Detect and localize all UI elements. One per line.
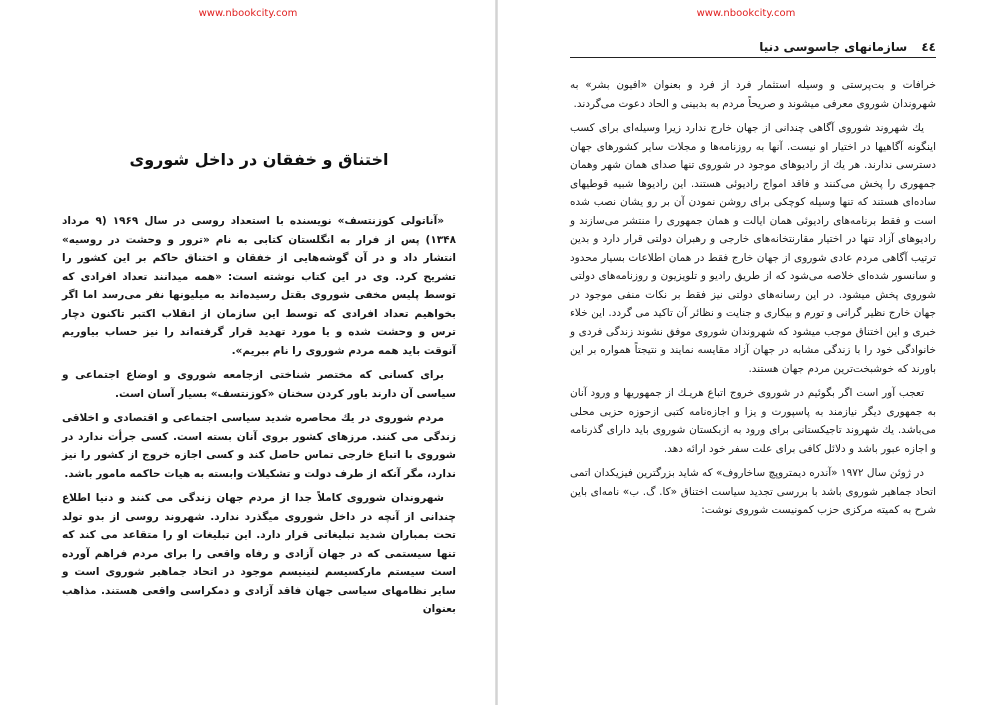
left-page-body [62, 212, 456, 625]
page-number: ٤٤ [921, 40, 936, 54]
right-page-body [570, 76, 936, 526]
running-head [570, 40, 936, 58]
running-head-title: سازمانهای جاسوسی دنیا [759, 40, 908, 54]
paragraph-right-4: در ژوئن سال ۱۹۷۲ «آندره دیمتروپچ ساخاروف» که شاید بزرگترین فیزیکدان اتمی اتحاد جماهیر شوروی باشد با بررسی تجدید سیاست اختناق «کا. گ. ب» نامه‌ای باین شرح به کمیته مرکزی حزب کمونیست شوروی نوشت: [570, 467, 936, 516]
site-url-left[interactable]: www.nbookcity.com [198, 8, 298, 19]
paragraph-left-3: مردم شوروی در یك محاصره شدید سیاسی اجتماعی و اقتصادی و اخلاقی زندگی می کنند. مرزهای کشور بروی آنان بسته است. کسی جرأت ندارد در شوروی با اتباع خارجی تماس حاصل کند و کسی اجازه خروج از کشور را نیز ندارد، مگر آنکه از طرف دولت و تشکیلات وابسته به هیات حاکمه مامور باشد. [62, 412, 456, 480]
paragraph-left-4: شهروندان شوروی کاملاً جدا از مردم جهان زندگی می کنند و دنیا اطلاع چندانی از آنچه در داخل شوروی میگذرد ندارد. شهروند روسی از بدو تولد تحت بمباران شدید تبلیغاتی قرار دارد. این تبلیغات او را متقاعد می کند که تنها سیستمی که در جهان آزادی و رفاه واقعی را برای مردم فراهم آورده است سیستم مارکسیسم لنینیسم موجود در اتحاد جماهیر شوروی است و سایر نظامهای سیاسی جهان فاقد آزادی و دمکراسی واقعی هستند. مذاهب بعنوان [62, 492, 456, 615]
site-url-right[interactable]: www.nbookcity.com [696, 8, 796, 19]
chapter-title: اختناق و خفقان در داخل شوروی [129, 150, 389, 169]
paragraph-right-2: یك شهروند شوروی آگاهی چندانی از جهان خارج ندارد زیرا وسیله‌ای برای کسب اینگونه آگاهیها در اختیار او نیست. آنها به روزنامه‌ها و مجلات سایر کشورهای جهان دسترسی ندارند. هر یك از رادیوهای موجود در شوروی تنها صدای همان شهر وهمان جمهوری را پخش می‌کنند و فاقد امواج رادیوئی هستند. این رادیوها شبیه قوطیهای ساده‌ای هستند که تنها وسیله کوچکی برای روشن نمودن آن بر رو یشان نصب شده است و فقط برنامه‌های رادیوئی همان ایالت و همان جمهوری را منتشر می‌سازند و رادیوهای آزاد تنها در اختیار مقارنتخانه‌های خارجی و رهبران دولتی قرار دارد و بدین ترتیب آگاهی مردم عادی شوروی از جهان خارج فقط در همان اطلاعات بسیار محدود و سانسور شده‌ای خلاصه می‌شود که از طریق رادیو و تلویزیون و روزنامه‌های دولتی شوروی پخش میشود. در این رسانه‌های دولتی نیز فقط بر نکات منفی موجود در جهان خارج نظیر گرانی و تورم و بیکاری و جنایت و نظائر آن تاکید می گردد. این خلاء خبری و این اختناق موجب میشود که شهروندان شوروی موفق نشوند زندگی فردی و خانوادگی خود را با زندگی مشابه در جهان آزاد مقایسه نمایند و نتیجتاً همواره بر این باورند که خوشبخت‌ترین مردم جهان هستند. [570, 122, 936, 375]
left-page [0, 0, 496, 705]
paragraph-right-1: خرافات و بت‌پرستی و وسیله استثمار فرد از فرد و بعنوان «افیون بشر» به شهروندان شوروی معرفی میشوند و صریحاً مردم به بدبینی و الحاد دعوت می‌گردند. [570, 79, 936, 110]
paragraph-right-3: تعجب آور است اگر بگوئیم در شوروی خروج اتباع هریـك از جمهوریها و ورود آنان به جمهوری دیگر نیازمند به پاسپورت و یزا و اجازه‌نامه کتبی ازحوزه حزبی محلی می‌باشد. یك شهروند تاجیکستانی برای ورود به ازبکستان شوروی باید دارای گذرنامه و اجازه عبور باشد و دلائل کافی برای علت سفر خود ارائه دهد. [570, 387, 936, 455]
right-page [498, 0, 994, 705]
paragraph-left-1: «آناتولی کوزنتسف» نویسنده با استعداد روسی در سال ۱۹۶۹ (۹ مرداد ۱۳۴۸) پس از فرار به انگلستان کتابی به نام «ترور و وحشت در روسیه» انتشار داد و در آن گوشه‌هایی از خفقان و اختناق حاکم بر این کشور را تشریح کرد. وی در این کتاب نوشته است: «همه میدانند تعداد افرادی که توسط پلیس مخفی شوروی بقتل رسیده‌اند به میلیونها نفر می‌رسد اما اگر بخواهیم تعداد افرادی که توسط این سازمان از انقلاب اکتبر تاکنون دچار ترس و وحشت شده و یا مورد تهدید قرار گرفته‌اند را نیز حساب بیاوریم آنوقت باید همه مردم شوروی را نام ببریم». [62, 215, 456, 357]
paragraph-left-2: برای کسانی که مختصر شناختی ازجامعه شوروی و اوضاع اجتماعی و سیاسی آن دارند باور کردن سخنان «کوزنتسف» بسیار آسان است. [62, 369, 456, 400]
